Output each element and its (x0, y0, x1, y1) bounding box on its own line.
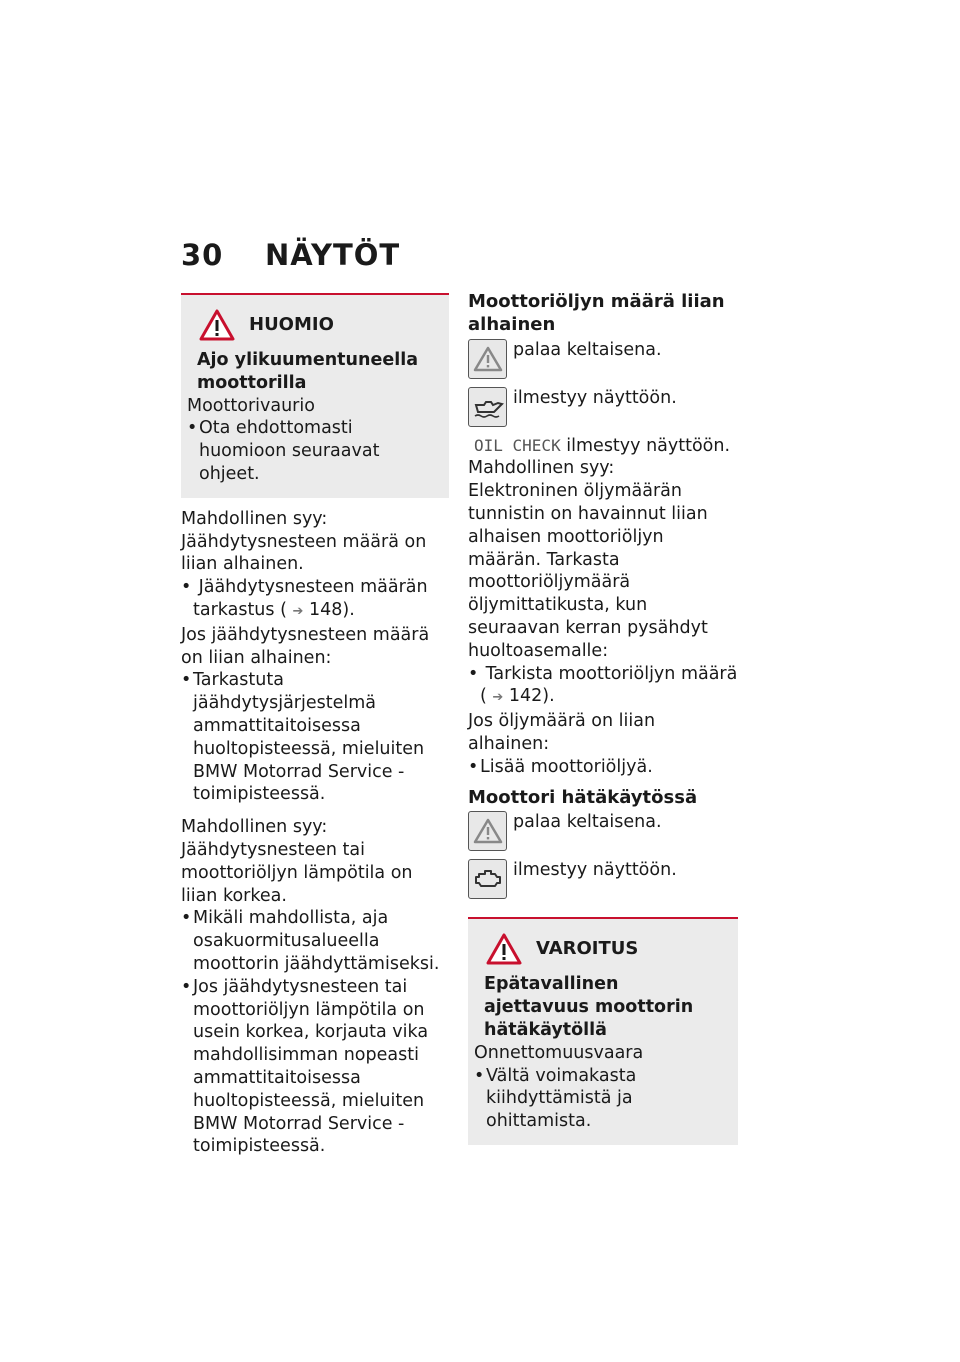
arrow-right-icon: ➔ (492, 690, 504, 706)
oil-bullet-1-text: Tarkista moottoriöljyn määrä ( (480, 663, 738, 707)
cause1-bullet-2: • Tarkastuta jäähdytysjärjestelmä ammattitaitoisessa huoltopisteessä, mieluiten BMW Motorrad Service -toimipisteessä. (181, 669, 449, 806)
oil-cause-text: Elektroninen öljymäärän tunnistin on havainnut liian alhaisen moottoriöljyn määrän. Tarkasta moottoriöljymäärä öljymittatikusta, kun seuraavan kerran pysähdyt huoltoasemalle: (468, 481, 708, 661)
notice-hazard: Moottorivaurio (187, 395, 315, 416)
emergency-warning-row (468, 811, 738, 851)
right-column (468, 291, 738, 1145)
cause1-bullet-1-text: Jäähdytysnesteen määrän tarkastus ( (193, 577, 428, 620)
oil-can-text: ilmestyy näyttöön. (513, 387, 677, 408)
warning-box (468, 917, 738, 1145)
engine-icon (468, 859, 507, 899)
cause2-bullet-1: • Mikäli mahdollista, aja osakuormitusalueella moottorin jäähdyttämiseksi. (181, 907, 449, 975)
oil-bullet-1 (468, 663, 738, 711)
oil-can-row (468, 387, 738, 427)
warning-triangle-icon (199, 309, 235, 341)
warning-bullet: • Vältä voimakasta kiihdyttämistä ja ohittamista. (474, 1065, 728, 1133)
cause1-label: Mahdollinen syy: (181, 508, 328, 529)
notice-box (181, 293, 449, 498)
oil-section-title: Moottoriöljyn määrä liian alhainen (468, 291, 725, 335)
arrow-right-icon: ➔ (292, 603, 304, 619)
warning-hazard: Onnettomuusvaara (474, 1042, 644, 1063)
oil-cause-label: Mahdollinen syy: (468, 458, 615, 479)
cause1-bullet-1 (181, 576, 449, 624)
emergency-section-title: Moottori hätäkäytössä (468, 786, 698, 808)
oil-bullet-1-ref[interactable]: 142). (508, 686, 555, 707)
notice-label: HUOMIO (249, 313, 334, 335)
oil-warning-text: palaa keltaisena. (513, 339, 662, 360)
oil-can-icon (468, 387, 507, 427)
oil-check-row (468, 435, 738, 458)
page-title: NÄYTÖT (265, 238, 401, 272)
engine-row (468, 859, 738, 899)
cause1-condition: Jos jäähdytysnesteen määrä on liian alhainen: (181, 624, 430, 668)
warning-triangle-icon (468, 339, 507, 379)
warning-triangle-icon (486, 933, 522, 965)
cause2-label: Mahdollinen syy: (181, 817, 328, 838)
notice-header (199, 309, 439, 341)
oil-check-code: OIL CHECK (474, 435, 561, 455)
left-column (181, 293, 449, 1158)
cause2-bullet-2: • Jos jäähdytysnesteen tai moottoriöljyn lämpötila on usein korkea, korjauta vika mahdollisimman nopeasti ammattitaitoisessa huoltopisteessä, mieluiten BMW Motorrad Service -toimipisteessä. (181, 976, 449, 1158)
cause2-text: Jäähdytysnesteen tai moottoriöljyn lämpötila on liian korkea. (181, 839, 413, 906)
warning-title: Epätavallinen ajettavuus moottorin hätäkäytöllä (484, 974, 694, 1040)
warning-triangle-icon (468, 811, 507, 851)
oil-condition: Jos öljymäärä on liian alhainen: (468, 711, 656, 754)
cause1-bullet-1-ref[interactable]: 148). (308, 599, 355, 620)
oil-warning-row (468, 339, 738, 379)
oil-check-text: ilmestyy näyttöön. (566, 435, 731, 456)
warning-label: VAROITUS (536, 937, 639, 959)
notice-title: Ajo ylikuumentuneella moottorilla (197, 350, 419, 393)
cause1-text: Jäähdytysnesteen määrä on liian alhainen. (181, 531, 427, 575)
notice-bullet: • Ota ehdottomasti huomioon seuraavat ohjeet. (187, 417, 439, 485)
engine-text: ilmestyy näyttöön. (513, 860, 677, 881)
oil-bullet-2: • Lisää moottoriöljyä. (468, 756, 738, 779)
page-number: 30 (181, 238, 224, 272)
page-header (181, 238, 400, 272)
warning-header (486, 933, 728, 965)
emergency-warning-text: palaa keltaisena. (513, 812, 662, 833)
